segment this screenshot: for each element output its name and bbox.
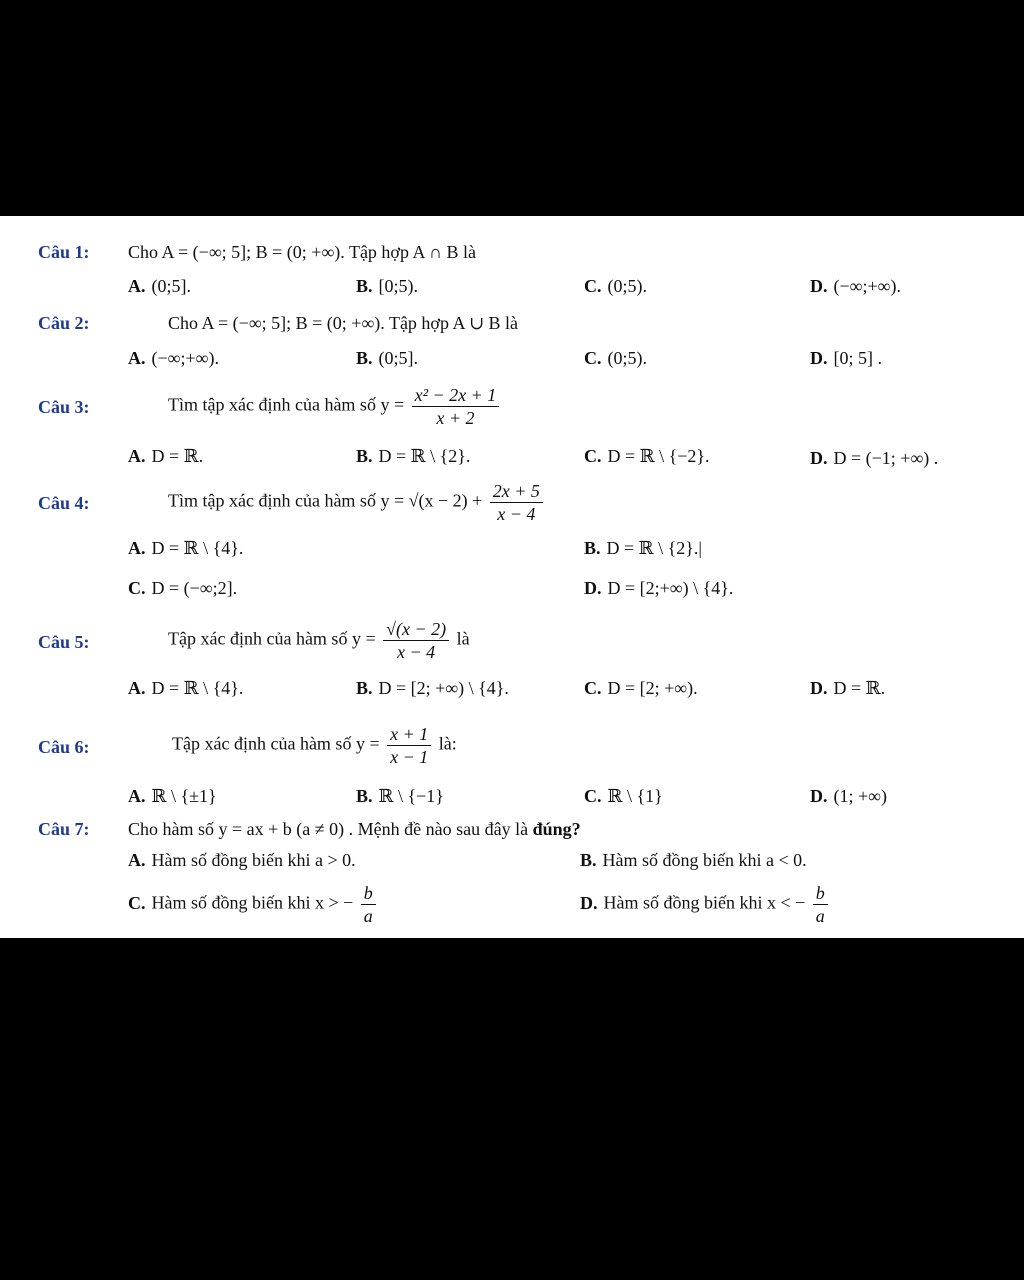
- question-text: [168, 618, 470, 663]
- question-label: Câu 1:: [38, 242, 90, 262]
- option-a[interactable]: A. Hàm số đồng biến khi a > 0.: [128, 850, 356, 870]
- option-b[interactable]: B. D = ℝ \ {2}.: [356, 446, 471, 466]
- option-b[interactable]: B. [0;5).: [356, 276, 419, 296]
- question-label: Câu 5:: [38, 632, 90, 652]
- option-b[interactable]: B. Hàm số đồng biến khi a < 0.: [580, 850, 807, 870]
- option-c[interactable]: C. D = [2; +∞).: [584, 678, 698, 698]
- question-text: [128, 819, 581, 840]
- question-stem: Tập xác định của hàm số y =: [172, 733, 380, 754]
- question-text: [172, 723, 457, 768]
- fraction: $\frac{x + 1}{x - 1}$: [387, 723, 431, 768]
- option-d[interactable]: D. (1; +∞): [810, 786, 887, 806]
- question-label: Câu 7:: [38, 819, 90, 839]
- option-b[interactable]: B. ℝ \ {−1}: [356, 786, 444, 806]
- option-d[interactable]: D. (−∞;+∞).: [810, 276, 901, 296]
- question-label: Câu 4:: [38, 493, 90, 513]
- fraction: $\frac{√(x - 2)}{x - 4}$: [383, 618, 449, 663]
- option-a[interactable]: A. D = ℝ.: [128, 446, 204, 466]
- question-text: [168, 384, 502, 429]
- option-a[interactable]: A. (−∞;+∞).: [128, 348, 219, 368]
- question-label: Câu 3:: [38, 397, 90, 417]
- option-a[interactable]: A. ℝ \ {±1}: [128, 786, 217, 806]
- question-text: Cho A = (−∞; 5]; B = (0; +∞). Tập hợp A ∩ B là: [128, 242, 476, 262]
- question-tail: là:: [438, 733, 457, 754]
- option-d[interactable]: D. D = ℝ.: [810, 678, 886, 698]
- fraction: $\frac{\text{x² − 2x + 1}}{x + 2}$: [412, 384, 500, 429]
- option-d[interactable]: D. [0; 5] .: [810, 348, 882, 368]
- question-label: Câu 6:: [38, 737, 90, 757]
- option-a[interactable]: A. D = ℝ \ {4}.: [128, 678, 244, 698]
- option-d[interactable]: D. D = (−1; +∞) .: [810, 448, 939, 468]
- question-text: [168, 480, 546, 525]
- fraction: $\frac{2x + 5}{x - 4}$: [490, 480, 543, 525]
- option-c[interactable]: C. (0;5).: [584, 348, 647, 368]
- question-label: Câu 2:: [38, 313, 90, 333]
- question-emphasis: đúng?: [532, 819, 581, 839]
- question-stem: Tìm tập xác định của hàm số y = √(x − 2) +: [168, 490, 483, 511]
- option-c[interactable]: C. D = ℝ \ {−2}.: [584, 446, 710, 466]
- option-c[interactable]: C. ℝ \ {1}: [584, 786, 663, 806]
- fraction: $\frac{b}{a}$: [813, 882, 828, 927]
- option-d[interactable]: D. Hàm số đồng biến khi x < − $\frac{b}{a}$: [580, 882, 831, 927]
- option-b[interactable]: B. (0;5].: [356, 348, 419, 368]
- option-a[interactable]: A. D = ℝ \ {4}.: [128, 538, 244, 558]
- question-text: Cho A = (−∞; 5]; B = (0; +∞). Tập hợp A ∪ B là: [168, 313, 519, 333]
- option-a[interactable]: A. (0;5].: [128, 276, 191, 296]
- option-b[interactable]: B. D = ℝ \ {2}.|: [584, 538, 703, 558]
- option-d[interactable]: D. D = [2;+∞) \ {4}.: [584, 578, 734, 598]
- document-page: [0, 216, 1024, 938]
- question-tail: là: [456, 628, 470, 649]
- fraction: $\frac{b}{a}$: [361, 882, 376, 927]
- option-c[interactable]: C. Hàm số đồng biến khi x > − $\frac{b}{a}$: [128, 882, 379, 927]
- question-stem: Tập xác định của hàm số y =: [168, 628, 376, 649]
- option-c[interactable]: C. (0;5).: [584, 276, 647, 296]
- question-stem: Cho hàm số y = ax + b (a ≠ 0) . Mệnh đề nào sau đây là: [128, 819, 529, 839]
- question-stem: Tìm tập xác định của hàm số y =: [168, 394, 405, 415]
- option-b[interactable]: B. D = [2; +∞) \ {4}.: [356, 678, 509, 698]
- option-c[interactable]: C. D = (−∞;2].: [128, 578, 238, 598]
